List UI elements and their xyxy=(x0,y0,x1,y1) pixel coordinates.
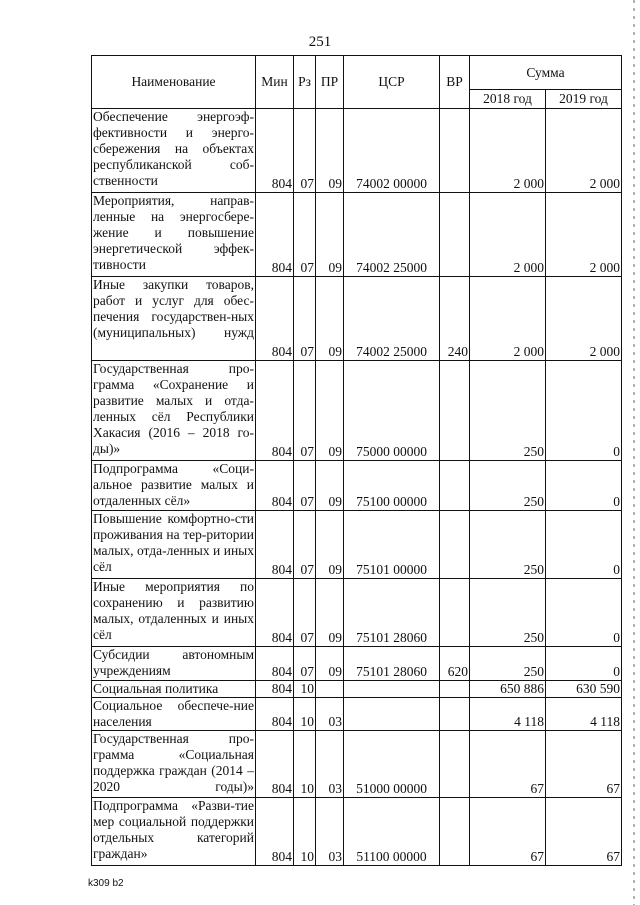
row-vr xyxy=(440,579,470,647)
row-amount-2019: 67 xyxy=(546,798,622,866)
row-amount-2019: 4 118 xyxy=(546,698,622,731)
row-min: 804 xyxy=(256,798,294,866)
table-row xyxy=(92,193,622,277)
row-amount-2019: 2 000 xyxy=(546,109,622,193)
row-min: 804 xyxy=(256,681,294,698)
row-csr: 75101 00000 xyxy=(344,511,440,579)
row-name: Мероприятия, направ-ленные на энергосбере-жение и повышение энергетической эффек-тивности xyxy=(92,193,256,277)
row-csr: 75101 28060 xyxy=(344,647,440,681)
scan-edge-mark xyxy=(631,0,637,905)
header-vr: ВР xyxy=(440,56,470,109)
table-row xyxy=(92,511,622,579)
table-row xyxy=(92,798,622,866)
row-min: 804 xyxy=(256,193,294,277)
row-name: Подпрограмма «Соци-альное развитие малых и отдаленных сёл» xyxy=(92,461,256,511)
row-csr: 75100 00000 xyxy=(344,461,440,511)
header-year-2019: 2019 год xyxy=(546,90,622,109)
table-row xyxy=(92,109,622,193)
table-row xyxy=(92,647,622,681)
row-rz: 07 xyxy=(294,361,316,461)
row-amount-2019: 2 000 xyxy=(546,193,622,277)
row-pr: 03 xyxy=(316,798,344,866)
row-pr: 09 xyxy=(316,109,344,193)
row-name: Подпрограмма «Разви-тие мер социальной поддержки отдельных категорий граждан» xyxy=(92,798,256,866)
row-min: 804 xyxy=(256,731,294,798)
budget-table xyxy=(91,55,622,866)
row-vr xyxy=(440,731,470,798)
row-pr: 03 xyxy=(316,731,344,798)
row-amount-2019: 0 xyxy=(546,647,622,681)
header-rz: Рз xyxy=(294,56,316,109)
header-sum: Сумма xyxy=(470,56,622,90)
row-csr xyxy=(344,698,440,731)
row-amount-2018: 250 xyxy=(470,579,546,647)
row-name: Иные мероприятия по сохранению и развитию малых, отдаленных и иных сёл xyxy=(92,579,256,647)
table-row xyxy=(92,698,622,731)
row-min: 804 xyxy=(256,361,294,461)
row-pr: 09 xyxy=(316,277,344,361)
row-name: Государственная про-грамма «Сохранение и развитие малых и отда-ленных сёл Республики Хакасия (2016 – 2018 го-ды)» xyxy=(92,361,256,461)
header-year-2018: 2018 год xyxy=(470,90,546,109)
row-amount-2019: 0 xyxy=(546,461,622,511)
row-vr xyxy=(440,109,470,193)
row-amount-2019: 67 xyxy=(546,731,622,798)
row-pr: 09 xyxy=(316,579,344,647)
row-min: 804 xyxy=(256,461,294,511)
row-name: Субсидии автономным учреждениям xyxy=(92,647,256,681)
row-pr: 09 xyxy=(316,193,344,277)
row-amount-2018: 67 xyxy=(470,731,546,798)
row-vr xyxy=(440,193,470,277)
row-pr: 09 xyxy=(316,361,344,461)
row-pr: 03 xyxy=(316,698,344,731)
row-vr xyxy=(440,511,470,579)
row-min: 804 xyxy=(256,647,294,681)
row-pr: 09 xyxy=(316,511,344,579)
row-amount-2018: 67 xyxy=(470,798,546,866)
row-csr: 75000 00000 xyxy=(344,361,440,461)
row-csr: 75101 28060 xyxy=(344,579,440,647)
table-row xyxy=(92,579,622,647)
table-row xyxy=(92,461,622,511)
row-min: 804 xyxy=(256,698,294,731)
row-csr: 51000 00000 xyxy=(344,731,440,798)
row-vr xyxy=(440,681,470,698)
row-pr: 09 xyxy=(316,647,344,681)
row-amount-2018: 250 xyxy=(470,461,546,511)
row-rz: 10 xyxy=(294,681,316,698)
row-rz: 07 xyxy=(294,511,316,579)
row-name: Государственная про-грамма «Социальная поддержка граждан (2014 – 2020 годы)» xyxy=(92,731,256,798)
row-amount-2019: 0 xyxy=(546,579,622,647)
header-csr: ЦСР xyxy=(344,56,440,109)
row-rz: 07 xyxy=(294,461,316,511)
row-amount-2019: 0 xyxy=(546,511,622,579)
row-rz: 10 xyxy=(294,698,316,731)
row-name: Обеспечение энергоэф-фективности и энерго-сбережения на объектах республиканской соб-ственности xyxy=(92,109,256,193)
row-rz: 10 xyxy=(294,798,316,866)
row-vr xyxy=(440,698,470,731)
row-rz: 07 xyxy=(294,277,316,361)
row-amount-2018: 4 118 xyxy=(470,698,546,731)
table-body xyxy=(92,109,622,866)
page-number: 251 xyxy=(308,34,332,50)
row-amount-2019: 2 000 xyxy=(546,277,622,361)
table-header xyxy=(92,56,622,109)
row-csr: 74002 00000 xyxy=(344,109,440,193)
row-min: 804 xyxy=(256,277,294,361)
row-rz: 10 xyxy=(294,731,316,798)
row-vr xyxy=(440,798,470,866)
row-rz: 07 xyxy=(294,193,316,277)
row-pr xyxy=(316,681,344,698)
row-pr: 09 xyxy=(316,461,344,511)
row-vr xyxy=(440,361,470,461)
row-amount-2018: 650 886 xyxy=(470,681,546,698)
row-csr: 74002 25000 xyxy=(344,277,440,361)
table-row xyxy=(92,731,622,798)
row-min: 804 xyxy=(256,511,294,579)
row-amount-2018: 250 xyxy=(470,361,546,461)
row-amount-2018: 2 000 xyxy=(470,109,546,193)
header-pr: ПР xyxy=(316,56,344,109)
row-vr: 620 xyxy=(440,647,470,681)
row-min: 804 xyxy=(256,579,294,647)
table-row xyxy=(92,277,622,361)
row-rz: 07 xyxy=(294,579,316,647)
row-vr: 240 xyxy=(440,277,470,361)
header-name: Наименование xyxy=(92,56,256,109)
row-amount-2018: 250 xyxy=(470,511,546,579)
row-rz: 07 xyxy=(294,647,316,681)
row-name: Социальное обеспече-ние населения xyxy=(93,698,254,729)
row-amount-2018: 2 000 xyxy=(470,277,546,361)
table-row xyxy=(92,361,622,461)
footer-code: k309 b2 xyxy=(88,878,124,889)
row-rz: 07 xyxy=(294,109,316,193)
header-min: Мин xyxy=(256,56,294,109)
row-vr xyxy=(440,461,470,511)
table-row xyxy=(92,681,622,698)
row-name: Повышение комфортно-сти проживания на тер-ритории малых, отда-ленных и иных сёл xyxy=(92,511,256,579)
row-name: Социальная политика xyxy=(92,681,256,698)
row-amount-2018: 2 000 xyxy=(470,193,546,277)
row-min: 804 xyxy=(256,109,294,193)
row-amount-2019: 630 590 xyxy=(546,681,622,698)
row-csr: 51100 00000 xyxy=(344,798,440,866)
row-name: Иные закупки товаров, работ и услуг для обес-печения государствен-ных (муниципальных) нужд xyxy=(92,277,256,361)
row-csr: 74002 25000 xyxy=(344,193,440,277)
row-csr xyxy=(344,681,440,698)
row-amount-2019: 0 xyxy=(546,361,622,461)
row-amount-2018: 250 xyxy=(470,647,546,681)
